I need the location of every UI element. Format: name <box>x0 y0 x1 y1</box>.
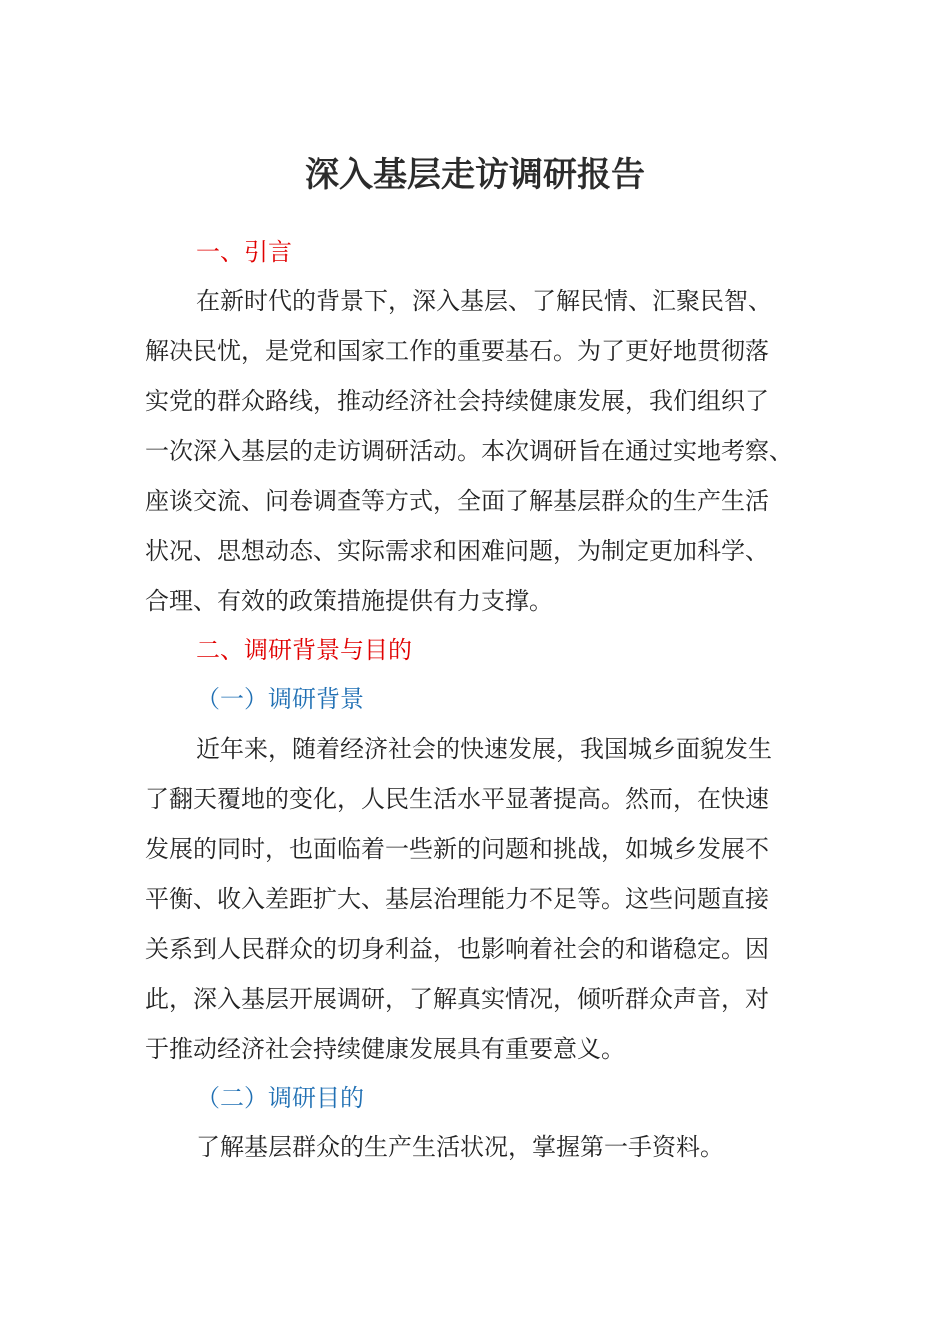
paragraph-line: 此，深入基层开展调研，了解真实情况，倾听群众声音，对 <box>145 985 769 1013</box>
paragraph-line: 一次深入基层的走访调研活动。本次调研旨在通过实地考察、 <box>145 437 793 465</box>
paragraph-line: 在新时代的背景下，深入基层、了解民情、汇聚民智、 <box>196 287 772 315</box>
paragraph-line: 合理、有效的政策措施提供有力支撑。 <box>145 587 553 615</box>
paragraph-line: 了翻天覆地的变化，人民生活水平显著提高。然而，在快速 <box>145 785 769 813</box>
paragraph-line: 关系到人民群众的切身利益，也影响着社会的和谐稳定。因 <box>145 935 769 963</box>
intro-paragraph <box>145 276 805 626</box>
purpose-paragraph <box>145 1122 805 1172</box>
section-heading-introduction: 一、引言 <box>196 238 292 266</box>
paragraph-line: 于推动经济社会持续健康发展具有重要意义。 <box>145 1035 625 1063</box>
paragraph-line: 了解基层群众的生产生活状况，掌握第一手资料。 <box>196 1133 724 1161</box>
section-heading-background-purpose: 二、调研背景与目的 <box>196 636 412 664</box>
subsection-heading-background: （一）调研背景 <box>196 685 364 713</box>
document-title: 深入基层走访调研报告 <box>305 155 645 195</box>
background-paragraph <box>145 724 805 1074</box>
paragraph-line: 发展的同时，也面临着一些新的问题和挑战，如城乡发展不 <box>145 835 769 863</box>
paragraph-line: 状况、思想动态、实际需求和困难问题，为制定更加科学、 <box>145 537 769 565</box>
paragraph-line: 实党的群众路线，推动经济社会持续健康发展，我们组织了 <box>145 387 769 415</box>
paragraph-line: 近年来，随着经济社会的快速发展，我国城乡面貌发生 <box>196 735 772 763</box>
paragraph-line: 解决民忧，是党和国家工作的重要基石。为了更好地贯彻落 <box>145 337 769 365</box>
subsection-heading-purpose: （二）调研目的 <box>196 1084 364 1112</box>
paragraph-line: 平衡、收入差距扩大、基层治理能力不足等。这些问题直接 <box>145 885 769 913</box>
paragraph-line: 座谈交流、问卷调查等方式，全面了解基层群众的生产生活 <box>145 487 769 515</box>
